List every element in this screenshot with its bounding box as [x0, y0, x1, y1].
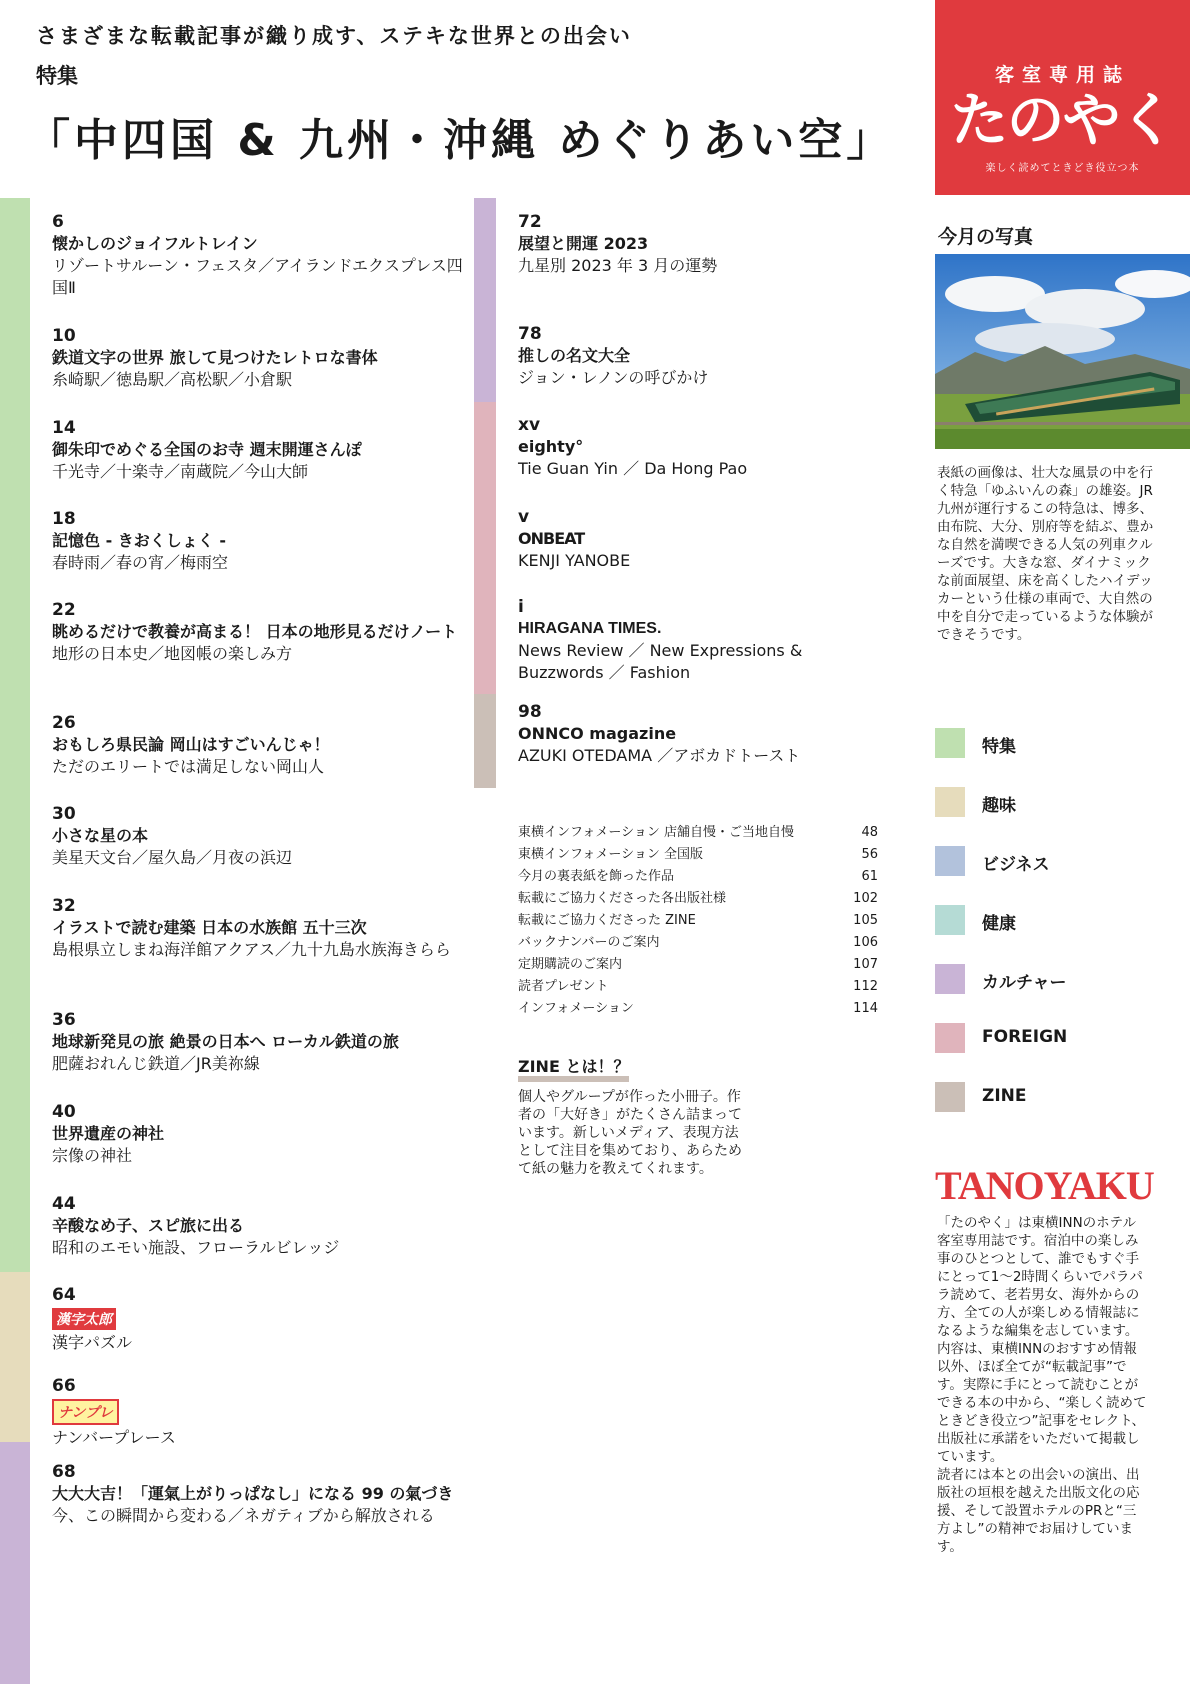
- entry-sub: 糸崎駅／徳島駅／高松駅／小倉駅: [52, 370, 293, 389]
- toc-entry[interactable]: [52, 1461, 472, 1527]
- toc-entry[interactable]: [52, 599, 472, 665]
- legend-item-hobby: [935, 787, 1135, 817]
- entry-sub: AZUKI OTEDAMA ／アボカドトースト: [518, 746, 801, 765]
- legend-item-business: [935, 846, 1135, 876]
- toc-entry[interactable]: [518, 506, 828, 572]
- legend-item-feature: [935, 728, 1135, 758]
- legend-swatch-culture: [935, 964, 965, 994]
- list-item-page: 107: [853, 957, 878, 972]
- entry-title: 懐かしのジョイフルトレイン: [52, 234, 258, 253]
- entry-sub: 今、この瞬間から変わる／ネガティブから解放される: [52, 1506, 435, 1525]
- entry-page: 78: [518, 324, 542, 344]
- toc-entry[interactable]: [52, 1101, 472, 1167]
- entry-page: 66: [52, 1376, 76, 1396]
- legend-label: ビジネス: [982, 855, 1050, 875]
- toc-entry[interactable]: [52, 1009, 472, 1075]
- tanoyaku-logo: [935, 0, 1190, 195]
- toc-entry[interactable]: [52, 1193, 472, 1259]
- entry-title: 展望と開運 2023: [518, 234, 649, 253]
- list-item-page: 61: [861, 869, 878, 884]
- entry-sub: 美星天文台／屋久島／月夜の浜辺: [52, 848, 293, 867]
- onbeat-logo: ONBEAT: [518, 529, 585, 548]
- toc-entry[interactable]: [518, 414, 828, 480]
- legend-swatch-health: [935, 905, 965, 935]
- toc-entry[interactable]: [52, 1375, 472, 1449]
- list-item-label: バックナンバーのご案内: [518, 935, 660, 950]
- zine-heading: ZINE とは！？: [518, 1058, 629, 1082]
- kanji-taro-logo: 漢字太郎: [52, 1308, 116, 1330]
- toc-entry[interactable]: [518, 596, 828, 684]
- entry-page: 40: [52, 1102, 76, 1122]
- entry-sub: 漢字パズル: [52, 1333, 133, 1352]
- toc-entry[interactable]: [52, 417, 472, 483]
- entry-title: 眺めるだけで教養が高まる！ 日本の地形見るだけノート: [52, 622, 458, 641]
- list-item[interactable]: [518, 844, 878, 866]
- list-item-page: 112: [853, 979, 878, 994]
- entry-page: xv: [518, 415, 541, 435]
- main-title: 「中四国 & 九州・沖縄 めぐりあい空」: [26, 115, 895, 166]
- list-item-label: インフォメーション: [518, 1001, 634, 1016]
- toc-entry[interactable]: [52, 712, 472, 778]
- entry-page: 22: [52, 600, 76, 620]
- list-item[interactable]: [518, 976, 878, 998]
- entry-page: 32: [52, 896, 76, 916]
- list-item-label: 転載にご協力くださった各出版社様: [518, 891, 727, 906]
- list-item-label: 東横インフォメーション 店舗自慢・ご当地自慢: [518, 825, 794, 840]
- list-item[interactable]: [518, 866, 878, 888]
- legend-item-health: [935, 905, 1135, 935]
- entry-title: 推しの名文大全: [518, 346, 631, 365]
- feature-label: 特集: [36, 64, 78, 88]
- toc-entry[interactable]: [52, 1284, 472, 1354]
- entry-sub: ナンバープレース: [52, 1428, 176, 1447]
- about-paragraph: 読者には本との出会いの演出、出版社の垣根を越えた出版文化の応援、そして設置ホテルのPRと“三方よし”の精神でお届けしています。: [937, 1467, 1140, 1555]
- entry-page: i: [518, 597, 524, 617]
- photo-heading: 今月の写真: [938, 226, 1034, 248]
- list-item-page: 114: [853, 1001, 878, 1016]
- toc-entry[interactable]: [52, 895, 472, 961]
- legend-label: 健康: [982, 914, 1016, 934]
- entry-sub: News Review ／ New Expressions & Buzzwords ／ Fashion: [518, 641, 803, 682]
- misc-page-list: [518, 822, 878, 1020]
- legend-label: カルチャー: [982, 973, 1067, 993]
- entry-title: イラストで読む建築 日本の水族館 五十三次: [52, 918, 367, 937]
- entry-sub: 春時雨／春の宵／梅雨空: [52, 553, 229, 572]
- entry-page: 64: [52, 1285, 76, 1305]
- entry-sub: KENJI YANOBE: [518, 551, 631, 570]
- list-item[interactable]: [518, 910, 878, 932]
- entry-page: v: [518, 507, 530, 527]
- stripe-feature: [0, 198, 30, 1272]
- tagline: さまざまな転載記事が織り成す、ステキな世界との出会い: [36, 24, 632, 48]
- toc-entry[interactable]: [518, 211, 828, 277]
- legend-swatch-zine: [935, 1082, 965, 1112]
- list-item[interactable]: [518, 932, 878, 954]
- toc-entry[interactable]: [52, 325, 472, 391]
- stripe-culture: [0, 1442, 30, 1684]
- entry-title: 小さな星の本: [52, 826, 149, 845]
- list-item[interactable]: [518, 954, 878, 976]
- list-item-label: 東横インフォメーション 全国版: [518, 847, 703, 862]
- entry-sub: 昭和のエモい施設、フローラルビレッジ: [52, 1238, 340, 1257]
- entry-page: 14: [52, 418, 76, 438]
- nanpure-logo: ナンプレ: [52, 1399, 119, 1425]
- entry-title: eighty°: [518, 437, 584, 456]
- toc-entry[interactable]: [52, 803, 472, 869]
- list-item-page: 106: [853, 935, 878, 950]
- list-item-page: 56: [861, 847, 878, 862]
- entry-title: 世界遺産の神社: [52, 1124, 165, 1143]
- legend-label: 趣味: [982, 796, 1016, 816]
- list-item-label: 読者プレゼント: [518, 979, 609, 994]
- entry-title: 辛酸なめ子、スピ旅に出る: [52, 1216, 245, 1235]
- legend-item-zine: [935, 1082, 1135, 1112]
- train-photo-image: [935, 254, 1190, 449]
- logo-subtitle: 客室専用誌: [994, 64, 1130, 86]
- entry-sub: リゾートサルーン・フェスタ／アイランドエクスプレス四国Ⅱ: [52, 256, 463, 297]
- hiragana-times-logo: HIRAGANA TIMES.: [518, 620, 662, 637]
- legend-label: FOREIGN: [982, 1027, 1068, 1047]
- zine-description: 個人やグループが作った小冊子。作者の「大好き」がたくさん詰まっています。新しいメディア、表現方法として注目を集めており、あらためて紙の魅力を教えてくれます。: [518, 1089, 742, 1177]
- entry-page: 18: [52, 509, 76, 529]
- entry-title: ONNCO magazine: [518, 724, 677, 743]
- list-item[interactable]: [518, 998, 878, 1020]
- about-text: [937, 1214, 1147, 1556]
- list-item-page: 102: [853, 891, 878, 906]
- entry-sub: 千光寺／十楽寺／南蔵院／今山大師: [52, 462, 309, 481]
- entry-title: 大大大吉！「運氣上がりっぱなし」になる 99 の氣づき: [52, 1484, 454, 1503]
- entry-sub: Tie Guan Yin ／ Da Hong Pao: [518, 459, 748, 478]
- toc-entry[interactable]: [52, 508, 472, 574]
- entry-sub: 地形の日本史／地図帳の楽しみ方: [52, 644, 293, 663]
- legend-swatch-foreign: [935, 1023, 965, 1053]
- legend-item-foreign: [935, 1023, 1135, 1053]
- toc-entry[interactable]: [518, 701, 828, 767]
- entry-title: おもしろ県民論 岡山はすごいんじゃ！: [52, 735, 330, 754]
- entry-sub: 島根県立しまね海洋館アクアス／九十九島水族海きらら: [52, 940, 451, 959]
- about-paragraph: 「たのやく」は東横INNのホテル客室専用誌です。宿泊中の楽しみ事のひとつとして、誰でもすぐ手にとって1～2時間くらいでパラパラ読めて、老若男女、海外からの方、全ての人が楽しめる情報誌になるような編集を志しています。: [937, 1215, 1143, 1339]
- list-item-page: 48: [861, 825, 878, 840]
- entry-title: 地球新発見の旅 絶景の日本へ ローカル鉄道の旅: [52, 1032, 399, 1051]
- stripe-hobby: [0, 1272, 30, 1442]
- cover-photo: [935, 254, 1190, 449]
- legend-item-culture: [935, 964, 1135, 994]
- entry-page: 6: [52, 212, 64, 232]
- about-paragraph: 内容は、東横INNのおすすめ情報以外、ほぼ全てが“転載記事”です。実際に手にとって読むことができる本の中から、“楽しく読めてときどき役立つ”記事をセレクト、出版社に承諾をいただいて掲載しています。: [937, 1341, 1147, 1465]
- entry-page: 10: [52, 326, 76, 346]
- list-item-label: 転載にご協力くださった ZINE: [518, 913, 696, 928]
- entry-page: 26: [52, 713, 76, 733]
- legend-swatch-feature: [935, 728, 965, 758]
- list-item[interactable]: [518, 888, 878, 910]
- stripe-foreign: [474, 402, 496, 694]
- entry-sub: ただのエリートでは満足しない岡山人: [52, 757, 325, 776]
- stripe-culture-right: [474, 198, 496, 402]
- entry-sub: ジョン・レノンの呼びかけ: [518, 368, 709, 387]
- entry-page: 68: [52, 1462, 76, 1482]
- list-item[interactable]: [518, 822, 878, 844]
- entry-page: 72: [518, 212, 542, 232]
- entry-sub: 肥薩おれんじ鉄道／JR美祢線: [52, 1054, 260, 1073]
- entry-title: 鉄道文字の世界 旅して見つけたレトロな書体: [52, 348, 378, 367]
- legend-label: ZINE: [982, 1086, 1027, 1106]
- stripe-zine: [474, 694, 496, 788]
- legend-swatch-hobby: [935, 787, 965, 817]
- entry-title: 記憶色 - きおくしょく -: [52, 531, 226, 550]
- list-item-page: 105: [853, 913, 878, 928]
- toc-entry[interactable]: [518, 323, 828, 389]
- entry-page: 30: [52, 804, 76, 824]
- photo-caption: 表紙の画像は、壮大な風景の中を行く特急「ゆふいんの森」の雄姿。JR 九州が運行するこの特急は、博多、由布院、大分、別府等を結ぶ、豊かな自然を満喫できる人気の列車クルーズです。大きな窓、ダイナミックな前面展望、床を高くしたハイデッカーという仕様の車両で、大自然の中を自分で走っているような体験ができそうです。: [937, 465, 1154, 643]
- tanoyaku-wordmark: TANOYAKU: [935, 1163, 1154, 1208]
- legend-label: 特集: [982, 737, 1016, 757]
- entry-page: 36: [52, 1010, 76, 1030]
- entry-sub: 九星別 2023 年 3 月の運勢: [518, 256, 718, 275]
- entry-page: 44: [52, 1194, 76, 1214]
- logo-name: たのやく: [950, 86, 1175, 154]
- toc-entry[interactable]: [52, 211, 472, 299]
- legend-swatch-business: [935, 846, 965, 876]
- entry-sub: 宗像の神社: [52, 1146, 133, 1165]
- logo-tagline: 楽しく読めてときどき役立つ本: [985, 163, 1140, 174]
- entry-page: 98: [518, 702, 542, 722]
- list-item-label: 定期購読のご案内: [518, 957, 623, 972]
- list-item-label: 今月の裏表紙を飾った作品: [518, 869, 675, 884]
- entry-title: 御朱印でめぐる全国のお寺 週末開運さんぽ: [52, 440, 362, 459]
